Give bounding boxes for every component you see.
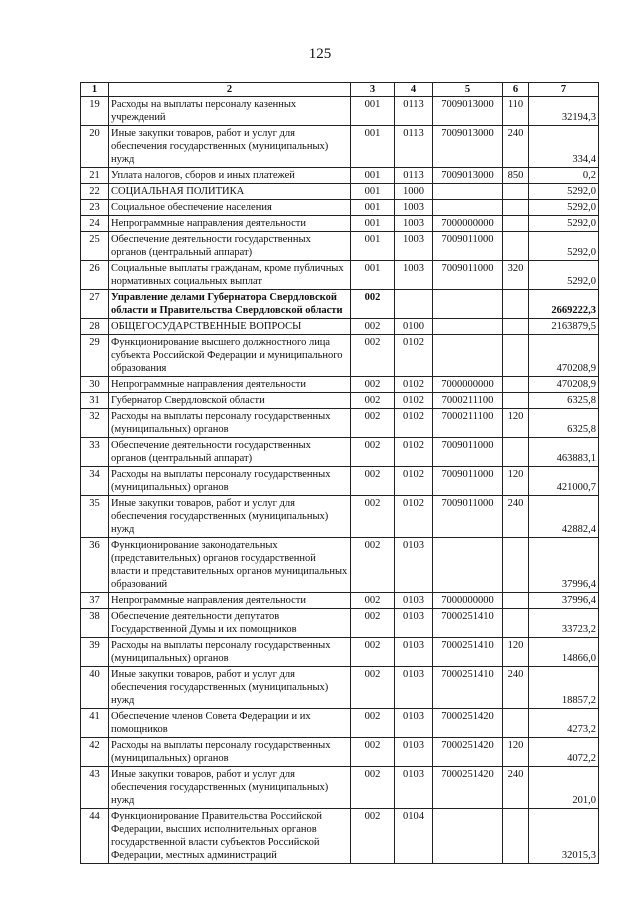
target-code-cell: 7009011000 xyxy=(433,496,503,538)
item-name-cell: Иные закупки товаров, работ и услуг для обеспечения государственных (муниципальных) нужд xyxy=(109,667,351,709)
header-cell: 3 xyxy=(351,83,395,97)
expense-type-cell xyxy=(503,438,529,467)
table-row xyxy=(81,738,599,767)
row-number-cell: 30 xyxy=(81,377,109,393)
row-number-cell: 36 xyxy=(81,538,109,593)
table-row xyxy=(81,232,599,261)
amount-cell: 4072,2 xyxy=(529,738,599,767)
row-number-cell: 28 xyxy=(81,319,109,335)
target-code-cell: 7009011000 xyxy=(433,467,503,496)
item-name-cell: СОЦИАЛЬНАЯ ПОЛИТИКА xyxy=(109,184,351,200)
amount-cell: 18857,2 xyxy=(529,667,599,709)
table-row xyxy=(81,184,599,200)
department-code-cell: 001 xyxy=(351,184,395,200)
header-row xyxy=(81,83,599,97)
table-row xyxy=(81,667,599,709)
table-row xyxy=(81,319,599,335)
target-code-cell: 7009013000 xyxy=(433,97,503,126)
amount-cell: 201,0 xyxy=(529,767,599,809)
target-code-cell: 7000251410 xyxy=(433,667,503,709)
section-code-cell: 0102 xyxy=(395,438,433,467)
table-row xyxy=(81,261,599,290)
section-code-cell xyxy=(395,290,433,319)
row-number-cell: 22 xyxy=(81,184,109,200)
section-code-cell: 0113 xyxy=(395,168,433,184)
expense-type-cell xyxy=(503,709,529,738)
table-row xyxy=(81,709,599,738)
department-code-cell: 002 xyxy=(351,496,395,538)
expense-type-cell: 120 xyxy=(503,409,529,438)
section-code-cell: 0102 xyxy=(395,393,433,409)
row-number-cell: 19 xyxy=(81,97,109,126)
target-code-cell xyxy=(433,200,503,216)
item-name-cell: Обеспечение деятельности государственных органов (центральный аппарат) xyxy=(109,438,351,467)
item-name-cell: Обеспечение деятельности депутатов Государственной Думы и их помощников xyxy=(109,609,351,638)
department-code-cell: 002 xyxy=(351,538,395,593)
department-code-cell: 002 xyxy=(351,738,395,767)
target-code-cell: 7000211100 xyxy=(433,393,503,409)
row-number-cell: 31 xyxy=(81,393,109,409)
target-code-cell: 7009011000 xyxy=(433,232,503,261)
amount-cell: 33723,2 xyxy=(529,609,599,638)
section-code-cell: 1003 xyxy=(395,232,433,261)
department-code-cell: 002 xyxy=(351,709,395,738)
amount-cell: 470208,9 xyxy=(529,335,599,377)
department-code-cell: 002 xyxy=(351,319,395,335)
amount-cell: 32015,3 xyxy=(529,809,599,864)
row-number-cell: 41 xyxy=(81,709,109,738)
amount-cell: 14866,0 xyxy=(529,638,599,667)
amount-cell: 2163879,5 xyxy=(529,319,599,335)
item-name-cell: ОБЩЕГОСУДАРСТВЕННЫЕ ВОПРОСЫ xyxy=(109,319,351,335)
expense-type-cell: 120 xyxy=(503,467,529,496)
department-code-cell: 002 xyxy=(351,409,395,438)
expense-type-cell xyxy=(503,232,529,261)
expense-type-cell xyxy=(503,809,529,864)
item-name-cell: Расходы на выплаты персоналу государственных (муниципальных) органов xyxy=(109,409,351,438)
expense-type-cell: 320 xyxy=(503,261,529,290)
target-code-cell xyxy=(433,290,503,319)
target-code-cell: 7009013000 xyxy=(433,126,503,168)
header-cell: 1 xyxy=(81,83,109,97)
section-code-cell: 0102 xyxy=(395,377,433,393)
expense-type-cell: 850 xyxy=(503,168,529,184)
expense-type-cell xyxy=(503,216,529,232)
row-number-cell: 20 xyxy=(81,126,109,168)
item-name-cell: Управление делами Губернатора Свердловской области и Правительства Свердловской области xyxy=(109,290,351,319)
amount-cell: 6325,8 xyxy=(529,409,599,438)
department-code-cell: 002 xyxy=(351,290,395,319)
section-code-cell: 0102 xyxy=(395,496,433,538)
section-code-cell: 0100 xyxy=(395,319,433,335)
target-code-cell: 7000000000 xyxy=(433,216,503,232)
expense-type-cell xyxy=(503,538,529,593)
budget-table xyxy=(80,82,599,864)
amount-cell: 5292,0 xyxy=(529,200,599,216)
amount-cell: 421000,7 xyxy=(529,467,599,496)
section-code-cell: 0113 xyxy=(395,97,433,126)
table-row xyxy=(81,809,599,864)
department-code-cell: 002 xyxy=(351,393,395,409)
section-code-cell: 1003 xyxy=(395,200,433,216)
item-name-cell: Губернатор Свердловской области xyxy=(109,393,351,409)
amount-cell: 37996,4 xyxy=(529,593,599,609)
expense-type-cell: 240 xyxy=(503,667,529,709)
amount-cell: 37996,4 xyxy=(529,538,599,593)
item-name-cell: Иные закупки товаров, работ и услуг для обеспечения государственных (муниципальных) нужд xyxy=(109,126,351,168)
department-code-cell: 002 xyxy=(351,467,395,496)
expense-type-cell: 110 xyxy=(503,97,529,126)
expense-type-cell xyxy=(503,593,529,609)
expense-type-cell xyxy=(503,184,529,200)
item-name-cell: Социальное обеспечение населения xyxy=(109,200,351,216)
table-row xyxy=(81,216,599,232)
target-code-cell: 7000251420 xyxy=(433,709,503,738)
row-number-cell: 23 xyxy=(81,200,109,216)
item-name-cell: Иные закупки товаров, работ и услуг для обеспечения государственных (муниципальных) нужд xyxy=(109,767,351,809)
target-code-cell: 7009011000 xyxy=(433,261,503,290)
target-code-cell xyxy=(433,184,503,200)
target-code-cell: 7000251410 xyxy=(433,638,503,667)
amount-cell: 42882,4 xyxy=(529,496,599,538)
expense-type-cell xyxy=(503,393,529,409)
amount-cell: 470208,9 xyxy=(529,377,599,393)
item-name-cell: Функционирование высшего должностного лица субъекта Российской Федерации и муниципального образования xyxy=(109,335,351,377)
row-number-cell: 32 xyxy=(81,409,109,438)
header-cell: 4 xyxy=(395,83,433,97)
amount-cell: 334,4 xyxy=(529,126,599,168)
expense-type-cell xyxy=(503,335,529,377)
section-code-cell: 0103 xyxy=(395,738,433,767)
header-cell: 7 xyxy=(529,83,599,97)
target-code-cell xyxy=(433,335,503,377)
table-row xyxy=(81,168,599,184)
section-code-cell: 0103 xyxy=(395,638,433,667)
amount-cell: 32194,3 xyxy=(529,97,599,126)
target-code-cell: 7009011000 xyxy=(433,438,503,467)
row-number-cell: 42 xyxy=(81,738,109,767)
row-number-cell: 43 xyxy=(81,767,109,809)
expense-type-cell xyxy=(503,377,529,393)
department-code-cell: 001 xyxy=(351,168,395,184)
department-code-cell: 002 xyxy=(351,593,395,609)
section-code-cell: 0104 xyxy=(395,809,433,864)
amount-cell: 6325,8 xyxy=(529,393,599,409)
expense-type-cell: 120 xyxy=(503,638,529,667)
amount-cell: 2669222,3 xyxy=(529,290,599,319)
department-code-cell: 001 xyxy=(351,216,395,232)
item-name-cell: Расходы на выплаты персоналу казенных учреждений xyxy=(109,97,351,126)
department-code-cell: 002 xyxy=(351,809,395,864)
department-code-cell: 002 xyxy=(351,609,395,638)
table-row xyxy=(81,638,599,667)
department-code-cell: 002 xyxy=(351,438,395,467)
section-code-cell: 0103 xyxy=(395,593,433,609)
row-number-cell: 37 xyxy=(81,593,109,609)
section-code-cell: 0103 xyxy=(395,667,433,709)
expense-type-cell: 120 xyxy=(503,738,529,767)
item-name-cell: Иные закупки товаров, работ и услуг для обеспечения государственных (муниципальных) нужд xyxy=(109,496,351,538)
section-code-cell: 0103 xyxy=(395,538,433,593)
table-row xyxy=(81,409,599,438)
section-code-cell: 0102 xyxy=(395,467,433,496)
amount-cell: 5292,0 xyxy=(529,261,599,290)
item-name-cell: Расходы на выплаты персоналу государственных (муниципальных) органов xyxy=(109,638,351,667)
target-code-cell: 7000000000 xyxy=(433,593,503,609)
target-code-cell: 7000000000 xyxy=(433,377,503,393)
row-number-cell: 25 xyxy=(81,232,109,261)
amount-cell: 463883,1 xyxy=(529,438,599,467)
section-code-cell: 0113 xyxy=(395,126,433,168)
item-name-cell: Непрограммные направления деятельности xyxy=(109,377,351,393)
item-name-cell: Социальные выплаты гражданам, кроме публичных нормативных социальных выплат xyxy=(109,261,351,290)
table-row xyxy=(81,438,599,467)
amount-cell: 0,2 xyxy=(529,168,599,184)
department-code-cell: 001 xyxy=(351,261,395,290)
expense-type-cell xyxy=(503,319,529,335)
department-code-cell: 002 xyxy=(351,667,395,709)
row-number-cell: 40 xyxy=(81,667,109,709)
table-row xyxy=(81,377,599,393)
table-row xyxy=(81,200,599,216)
target-code-cell: 7000211100 xyxy=(433,409,503,438)
table-row xyxy=(81,126,599,168)
expense-type-cell xyxy=(503,290,529,319)
row-number-cell: 34 xyxy=(81,467,109,496)
table-row xyxy=(81,609,599,638)
target-code-cell: 7000251420 xyxy=(433,738,503,767)
table-row xyxy=(81,467,599,496)
item-name-cell: Расходы на выплаты персоналу государственных (муниципальных) органов xyxy=(109,738,351,767)
target-code-cell xyxy=(433,319,503,335)
department-code-cell: 001 xyxy=(351,200,395,216)
table-row xyxy=(81,767,599,809)
department-code-cell: 002 xyxy=(351,638,395,667)
table-row xyxy=(81,393,599,409)
department-code-cell: 002 xyxy=(351,377,395,393)
expense-type-cell: 240 xyxy=(503,126,529,168)
expense-type-cell xyxy=(503,200,529,216)
item-name-cell: Обеспечение членов Совета Федерации и их помощников xyxy=(109,709,351,738)
section-code-cell: 1003 xyxy=(395,261,433,290)
target-code-cell: 7000251420 xyxy=(433,767,503,809)
section-code-cell: 0103 xyxy=(395,767,433,809)
section-code-cell: 0103 xyxy=(395,609,433,638)
row-number-cell: 38 xyxy=(81,609,109,638)
row-number-cell: 26 xyxy=(81,261,109,290)
section-code-cell: 0103 xyxy=(395,709,433,738)
table-row xyxy=(81,538,599,593)
table-row xyxy=(81,496,599,538)
target-code-cell xyxy=(433,809,503,864)
amount-cell: 4273,2 xyxy=(529,709,599,738)
section-code-cell: 1003 xyxy=(395,216,433,232)
item-name-cell: Функционирование Правительства Российской Федерации, высших исполнительных органов государственной власти субъектов Российской Федерации, местных администраций xyxy=(109,809,351,864)
section-code-cell: 0102 xyxy=(395,409,433,438)
target-code-cell: 7009013000 xyxy=(433,168,503,184)
expense-type-cell: 240 xyxy=(503,496,529,538)
amount-cell: 5292,0 xyxy=(529,216,599,232)
item-name-cell: Непрограммные направления деятельности xyxy=(109,216,351,232)
expense-type-cell xyxy=(503,609,529,638)
header-cell: 2 xyxy=(109,83,351,97)
row-number-cell: 39 xyxy=(81,638,109,667)
amount-cell: 5292,0 xyxy=(529,232,599,261)
item-name-cell: Функционирование законодательных (представительных) органов государственной власти и представительных органов муниципальных образований xyxy=(109,538,351,593)
item-name-cell: Обеспечение деятельности государственных органов (центральный аппарат) xyxy=(109,232,351,261)
item-name-cell: Непрограммные направления деятельности xyxy=(109,593,351,609)
department-code-cell: 001 xyxy=(351,232,395,261)
page-number: 125 xyxy=(308,46,332,62)
row-number-cell: 27 xyxy=(81,290,109,319)
section-code-cell: 1000 xyxy=(395,184,433,200)
section-code-cell: 0102 xyxy=(395,335,433,377)
table-row xyxy=(81,335,599,377)
department-code-cell: 002 xyxy=(351,335,395,377)
header-cell: 5 xyxy=(433,83,503,97)
header-cell: 6 xyxy=(503,83,529,97)
row-number-cell: 33 xyxy=(81,438,109,467)
table-row xyxy=(81,593,599,609)
item-name-cell: Уплата налогов, сборов и иных платежей xyxy=(109,168,351,184)
row-number-cell: 35 xyxy=(81,496,109,538)
target-code-cell xyxy=(433,538,503,593)
department-code-cell: 001 xyxy=(351,97,395,126)
row-number-cell: 21 xyxy=(81,168,109,184)
table-row xyxy=(81,97,599,126)
amount-cell: 5292,0 xyxy=(529,184,599,200)
target-code-cell: 7000251410 xyxy=(433,609,503,638)
row-number-cell: 29 xyxy=(81,335,109,377)
department-code-cell: 002 xyxy=(351,767,395,809)
item-name-cell: Расходы на выплаты персоналу государственных (муниципальных) органов xyxy=(109,467,351,496)
expense-type-cell: 240 xyxy=(503,767,529,809)
table-row xyxy=(81,290,599,319)
department-code-cell: 001 xyxy=(351,126,395,168)
row-number-cell: 24 xyxy=(81,216,109,232)
row-number-cell: 44 xyxy=(81,809,109,864)
